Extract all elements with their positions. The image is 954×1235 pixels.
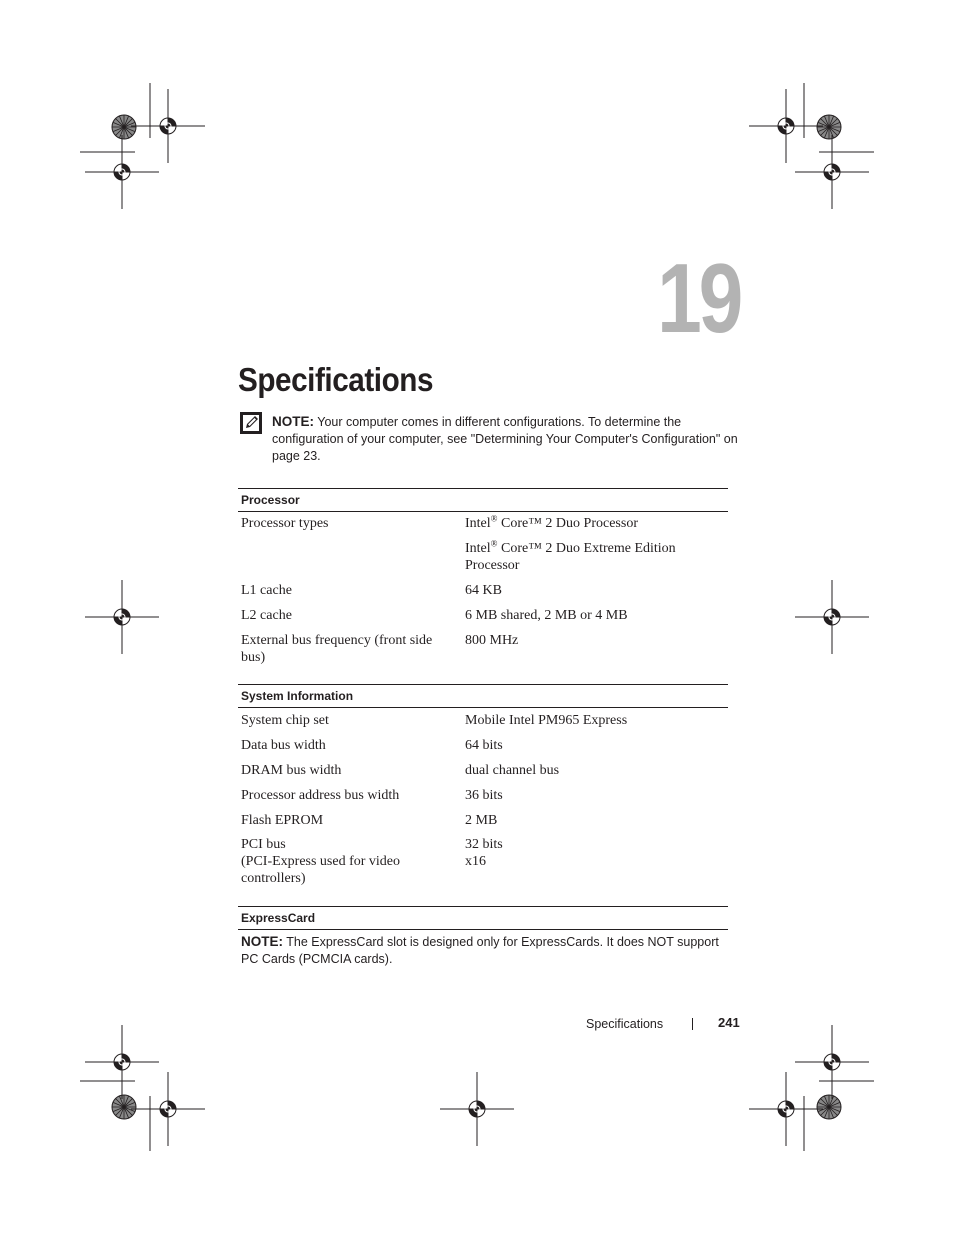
chapter-number: 19 [657, 243, 740, 353]
row-value: Mobile Intel PM965 Express [465, 713, 628, 728]
note-label: NOTE: [272, 414, 314, 429]
section-header-system-information [238, 684, 728, 708]
note-text: Your computer comes in different configurations. To determine the configuration of your computer, see "Determining Your Computer's Configuration" on page 23. [272, 415, 738, 463]
row-label: PCI bus (PCI-Express used for video controllers) [241, 837, 401, 886]
row-label: External bus frequency (front side bus) [241, 633, 433, 665]
note-text: The ExpressCard slot is designed only for ExpressCards. It does NOT support PC Cards (PCMCIA cards). [241, 935, 719, 966]
pencil-note-icon [240, 412, 262, 434]
footer-separator [692, 1018, 693, 1030]
expresscard-note [241, 933, 728, 968]
row-value: 64 KB [465, 583, 502, 598]
row-label: Flash EPROM [241, 813, 324, 828]
note-label: NOTE: [241, 934, 283, 949]
row-label: System chip set [241, 713, 329, 728]
section-title: ExpressCard [241, 911, 316, 925]
row-label: DRAM bus width [241, 763, 342, 778]
footer-section-label: Specifications [586, 1017, 664, 1031]
page-title: Specifications [238, 361, 434, 398]
section-title: System Information [241, 689, 354, 703]
row-value: 32 bits x16 [465, 837, 503, 869]
row-value: Intel® Core™ 2 Duo Processor [465, 513, 638, 531]
row-label: L2 cache [241, 608, 292, 623]
section-title: Processor [241, 493, 300, 507]
page-number: 241 [718, 1015, 740, 1030]
row-value: dual channel bus [465, 763, 560, 778]
row-label: Processor types [241, 516, 329, 531]
row-value: 64 bits [465, 738, 503, 753]
section-header-processor [238, 488, 728, 512]
row-value: 800 MHz [465, 633, 519, 648]
row-label: Processor address bus width [241, 788, 400, 803]
row-value: 36 bits [465, 788, 503, 803]
top-note [272, 413, 742, 465]
row-value: 2 MB [465, 813, 498, 828]
row-label: Data bus width [241, 738, 326, 753]
row-label: L1 cache [241, 583, 292, 598]
section-header-expresscard [238, 906, 728, 930]
row-value: Intel® Core™ 2 Duo Extreme Edition Processor [465, 538, 676, 573]
row-value: 6 MB shared, 2 MB or 4 MB [465, 608, 628, 623]
